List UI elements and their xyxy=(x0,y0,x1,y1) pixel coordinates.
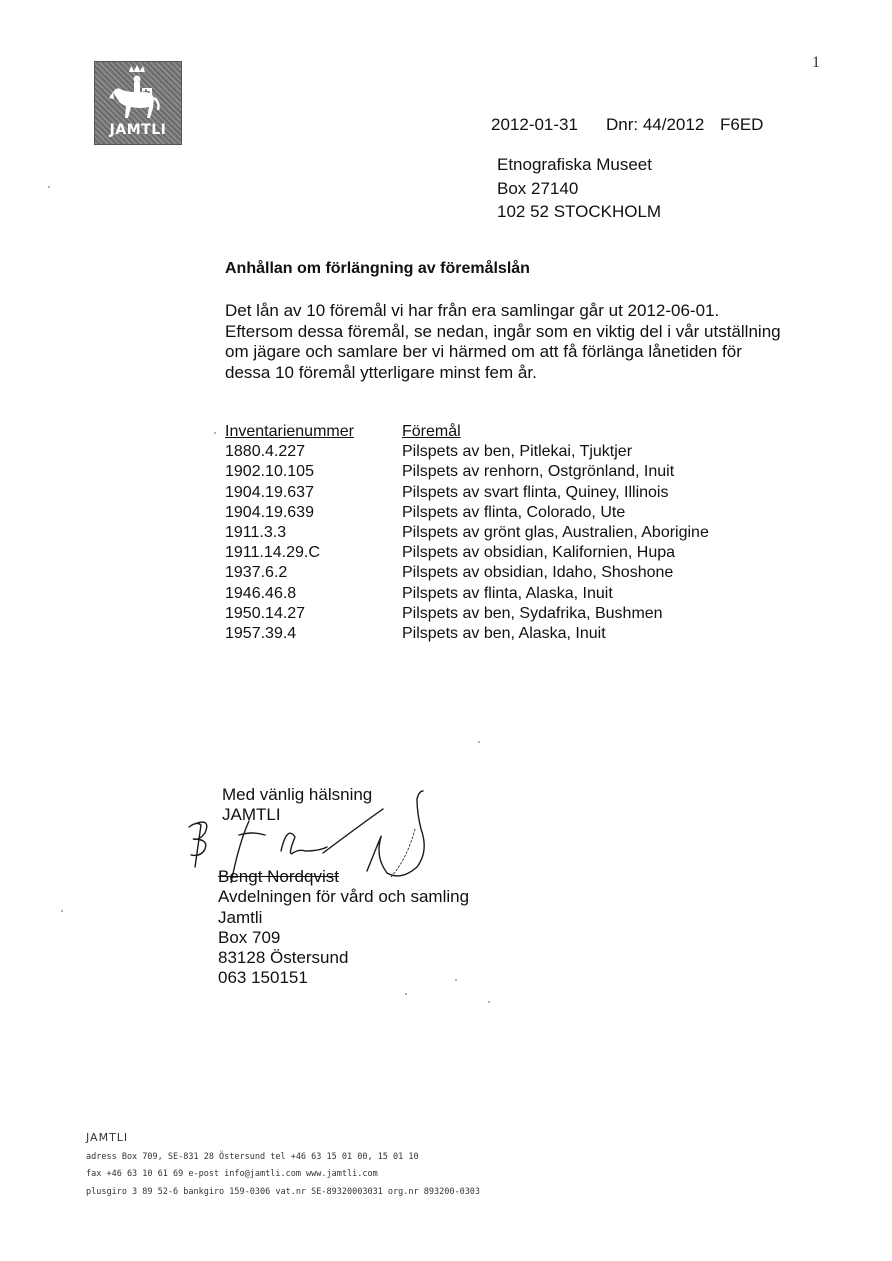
signer-org: Jamtli xyxy=(218,907,263,927)
signer-box: Box 709 xyxy=(218,927,281,947)
scan-speck xyxy=(405,993,407,995)
recipient-line: Box 27140 xyxy=(497,178,579,198)
recipient-address xyxy=(497,153,661,224)
inventory-number: 1950.14.27 xyxy=(225,604,306,622)
inventory-number: 1880.4.227 xyxy=(225,443,306,461)
signer-name: Bengt Nordqvist xyxy=(218,867,339,886)
inventory-number: 1957.39.4 xyxy=(225,625,297,643)
object-description: Pilspets av obsidian, Idaho, Shoshone xyxy=(402,564,674,582)
scan-speck xyxy=(61,910,63,912)
footer-org: JAMTLI xyxy=(86,1131,129,1144)
scan-speck xyxy=(214,432,216,434)
table-row xyxy=(225,442,709,462)
inventory-number: 1911.14.29.C xyxy=(225,544,320,562)
signer-block xyxy=(218,867,469,989)
footer-bank-line: plusgiro 3 89 52-6 bankgiro 159-0306 vat.nr SE-89320003031 org.nr 893200-0303 xyxy=(86,1186,481,1197)
table-row xyxy=(225,563,709,583)
inventory-number: 1946.46.8 xyxy=(225,584,297,602)
object-description: Pilspets av ben, Alaska, Inuit xyxy=(402,625,606,643)
inventory-number: 1937.6.2 xyxy=(225,564,288,582)
signer-department: Avdelningen för vård och samling xyxy=(218,887,470,907)
object-description: Pilspets av obsidian, Kalifornien, Hupa xyxy=(402,544,676,562)
table-row xyxy=(225,543,709,563)
object-description: Pilspets av grönt glas, Australien, Aborigine xyxy=(402,524,709,542)
table-row xyxy=(225,604,709,624)
inventory-table xyxy=(225,422,709,644)
letter-subject: Anhållan om förlängning av föremålslån xyxy=(225,260,530,277)
inventory-number: 1911.3.3 xyxy=(225,524,287,542)
table-row xyxy=(225,523,709,543)
inventory-number: 1902.10.105 xyxy=(225,463,314,481)
recipient-line: Etnografiska Museet xyxy=(497,155,652,174)
table-row xyxy=(225,624,709,644)
table-row xyxy=(225,483,709,503)
scan-speck xyxy=(478,741,480,743)
table-row xyxy=(225,503,709,523)
object-description: Pilspets av flinta, Colorado, Ute xyxy=(402,503,626,521)
signer-city: 83128 Östersund xyxy=(218,948,349,968)
object-description: Pilspets av svart flinta, Quiney, Illinois xyxy=(402,483,669,501)
recipient-line: 102 52 STOCKHOLM xyxy=(497,202,662,221)
object-description: Pilspets av ben, Pitlekai, Tjuktjer xyxy=(402,443,633,461)
object-description: Pilspets av ben, Sydafrika, Bushmen xyxy=(402,604,663,622)
page-number: 1 xyxy=(812,54,820,71)
inventory-number: 1904.19.637 xyxy=(225,483,314,501)
signer-phone: 063 150151 xyxy=(218,968,308,988)
letter-date: 2012-01-31 xyxy=(491,115,578,134)
scan-speck xyxy=(488,1001,490,1003)
footer-address-line: adress Box 709, SE-831 28 Östersund tel +46 63 15 01 00, 15 01 10 xyxy=(86,1152,419,1162)
greeting: Med vänlig hälsning xyxy=(222,785,373,804)
reference-code: F6ED xyxy=(720,115,764,134)
column-header-object: Föremål xyxy=(402,423,461,440)
letter-body: Det lån av 10 föremål vi har från era samlingar går ut 2012-06-01. Eftersom dessa föremål, se nedan, ingår som en viktig del i vår utställning om jägare och samlare ber vi härmed om att få förlänga lånetiden för dessa 10 föremål ytterligare minst fem år. xyxy=(225,301,781,382)
column-header-inventory-number: Inventarienummer xyxy=(225,423,354,440)
inventory-number: 1904.19.639 xyxy=(225,503,314,521)
footer-contact-line: fax +46 63 10 61 69 e-post info@jamtli.com www.jamtli.com xyxy=(86,1169,378,1180)
object-description: Pilspets av renhorn, Ostgrönland, Inuit xyxy=(402,463,675,481)
object-description: Pilspets av flinta, Alaska, Inuit xyxy=(402,584,613,602)
letter-footer xyxy=(86,1131,480,1201)
table-row xyxy=(225,584,709,604)
scan-speck xyxy=(48,186,50,188)
inventory-header-row xyxy=(225,422,709,442)
table-row xyxy=(225,462,709,482)
diary-number: Dnr: 44/2012 xyxy=(606,115,705,134)
jamtli-logo xyxy=(94,61,182,145)
signoff-org: JAMTLI xyxy=(222,805,281,824)
scan-speck xyxy=(455,979,457,981)
logo-text: JAMTLI xyxy=(109,122,167,138)
